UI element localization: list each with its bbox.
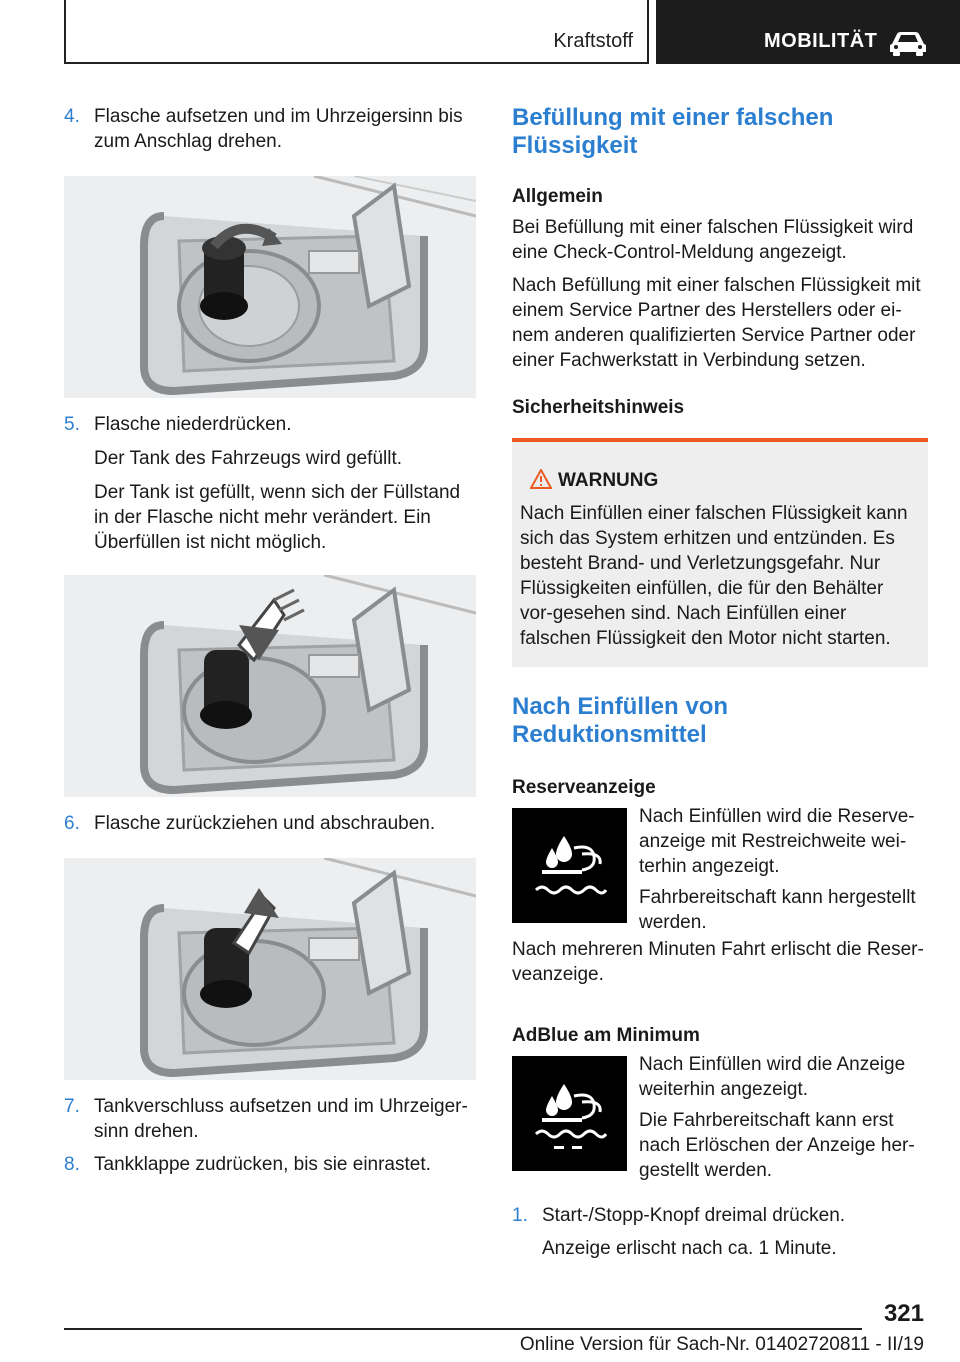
step-text: Flasche niederdrücken.: [94, 414, 292, 435]
reserve-indicator-text: [639, 804, 928, 935]
warning-title: WARNUNG: [558, 470, 659, 491]
step-6: [64, 811, 476, 836]
header-chapter-title: MOBILITÄT: [764, 30, 878, 52]
heading-wrong-fluid: Befüllung mit einer falschen Flüssigkeit: [512, 104, 834, 159]
step-7: [64, 1094, 476, 1144]
header-chapter-tab: [656, 0, 960, 64]
car-icon: [888, 28, 928, 56]
header-section-box: [64, 0, 649, 64]
step-text: Start-/Stopp-Knopf dreimal drücken.: [542, 1205, 846, 1226]
left-column: [64, 104, 476, 1177]
subheading-safety: Sicherheitshinweis: [512, 397, 685, 418]
footer-version-text: Online Version für Sach-Nr. 01402720811 - II/19: [519, 1334, 924, 1355]
step-5: [64, 412, 476, 555]
minimum-paragraph-2: Die Fahrbereitschaft kann erst nach Erlöschen der Anzeige her-gestellt werden.: [639, 1110, 915, 1181]
step-number: 6.: [64, 813, 80, 834]
warning-triangle-icon: [530, 469, 552, 489]
step-text: Flasche aufsetzen und im Uhrzeigersinn bis zum Anschlag drehen.: [94, 106, 463, 152]
photo-bottle-pull-back: [64, 858, 476, 1080]
step-subtext: Der Tank des Fahrzeugs wird gefüllt.: [94, 448, 403, 469]
warning-title-row: [520, 468, 920, 493]
minimum-indicator-row: [512, 1052, 928, 1183]
warning-text: Nach Einfüllen einer falschen Flüssigkeit kann sich das System erhitzen und entzünden. Es besteht Brand- und Verletzungsgefahr. Nur Flüssigkeiten einfüllen, die für den Behälter vor-gesehen sind. Nach Einfüllen einer falschen Flüssigkeit den Motor nicht starten.: [520, 503, 908, 649]
subheading-general: Allgemein: [512, 186, 603, 207]
adblue-minimum-icon: [512, 1056, 627, 1171]
step-number: 5.: [64, 414, 80, 435]
photo-bottle-screw-on: [64, 176, 476, 398]
step-text: Flasche zurückziehen und abschrauben.: [94, 813, 436, 834]
heading-after-reductant: Nach Einfüllen von Reduktionsmittel: [512, 693, 729, 748]
header-section-title: Kraftstoff: [553, 30, 633, 52]
minimum-indicator-text: [639, 1052, 928, 1183]
general-paragraph-2: Nach Befüllung mit einer falschen Flüssigkeit mit einem Service Partner des Herstellers oder ei-nem anderen qualifizierten Service Partner oder einer Fachwerkstatt in Verbindung setzen.: [512, 275, 921, 371]
general-paragraph-1: Bei Befüllung mit einer falschen Flüssigkeit wird eine Check-Control-Meldung angezeigt.: [512, 217, 914, 263]
step-number: 1.: [512, 1205, 528, 1226]
step-text: Tankklappe zudrücken, bis sie einrastet.: [94, 1154, 431, 1175]
step-text: Tankverschluss aufsetzen und im Uhrzeiger-sinn drehen.: [94, 1096, 468, 1142]
step-8: [64, 1152, 476, 1177]
reserve-paragraph-3: Nach mehreren Minuten Fahrt erlischt die Reser-veanzeige.: [512, 939, 924, 985]
step-number: 7.: [64, 1096, 80, 1117]
adblue-reserve-icon: [512, 808, 627, 923]
minimum-paragraph-1: Nach Einfüllen wird die Anzeige weiterhin angezeigt.: [639, 1054, 906, 1100]
step-number: 4.: [64, 106, 80, 127]
reserve-paragraph-1: Nach Einfüllen wird die Reserve-anzeige mit Restreichweite wei-terhin angezeigt.: [639, 806, 915, 877]
reserve-indicator-row: [512, 804, 928, 935]
warning-box: [512, 438, 928, 667]
step-4: [64, 104, 476, 154]
step-number: 8.: [64, 1154, 80, 1175]
reserve-paragraph-2: Fahrbereitschaft kann hergestellt werden.: [639, 887, 916, 933]
photo-bottle-press-down: [64, 575, 476, 797]
step-subtext: Anzeige erlischt nach ca. 1 Minute.: [542, 1238, 837, 1259]
page-number: 321: [883, 1300, 924, 1327]
footer-divider: [64, 1328, 862, 1330]
subheading-adblue-minimum: AdBlue am Minimum: [512, 1025, 700, 1046]
step-1: [512, 1203, 928, 1261]
step-subtext: Der Tank ist gefüllt, wenn sich der Füllstand in der Flasche nicht mehr verändert. Ein Überfüllen ist nicht möglich.: [94, 482, 461, 553]
subheading-reserve: Reserveanzeige: [512, 777, 656, 798]
right-column: [512, 104, 928, 1261]
